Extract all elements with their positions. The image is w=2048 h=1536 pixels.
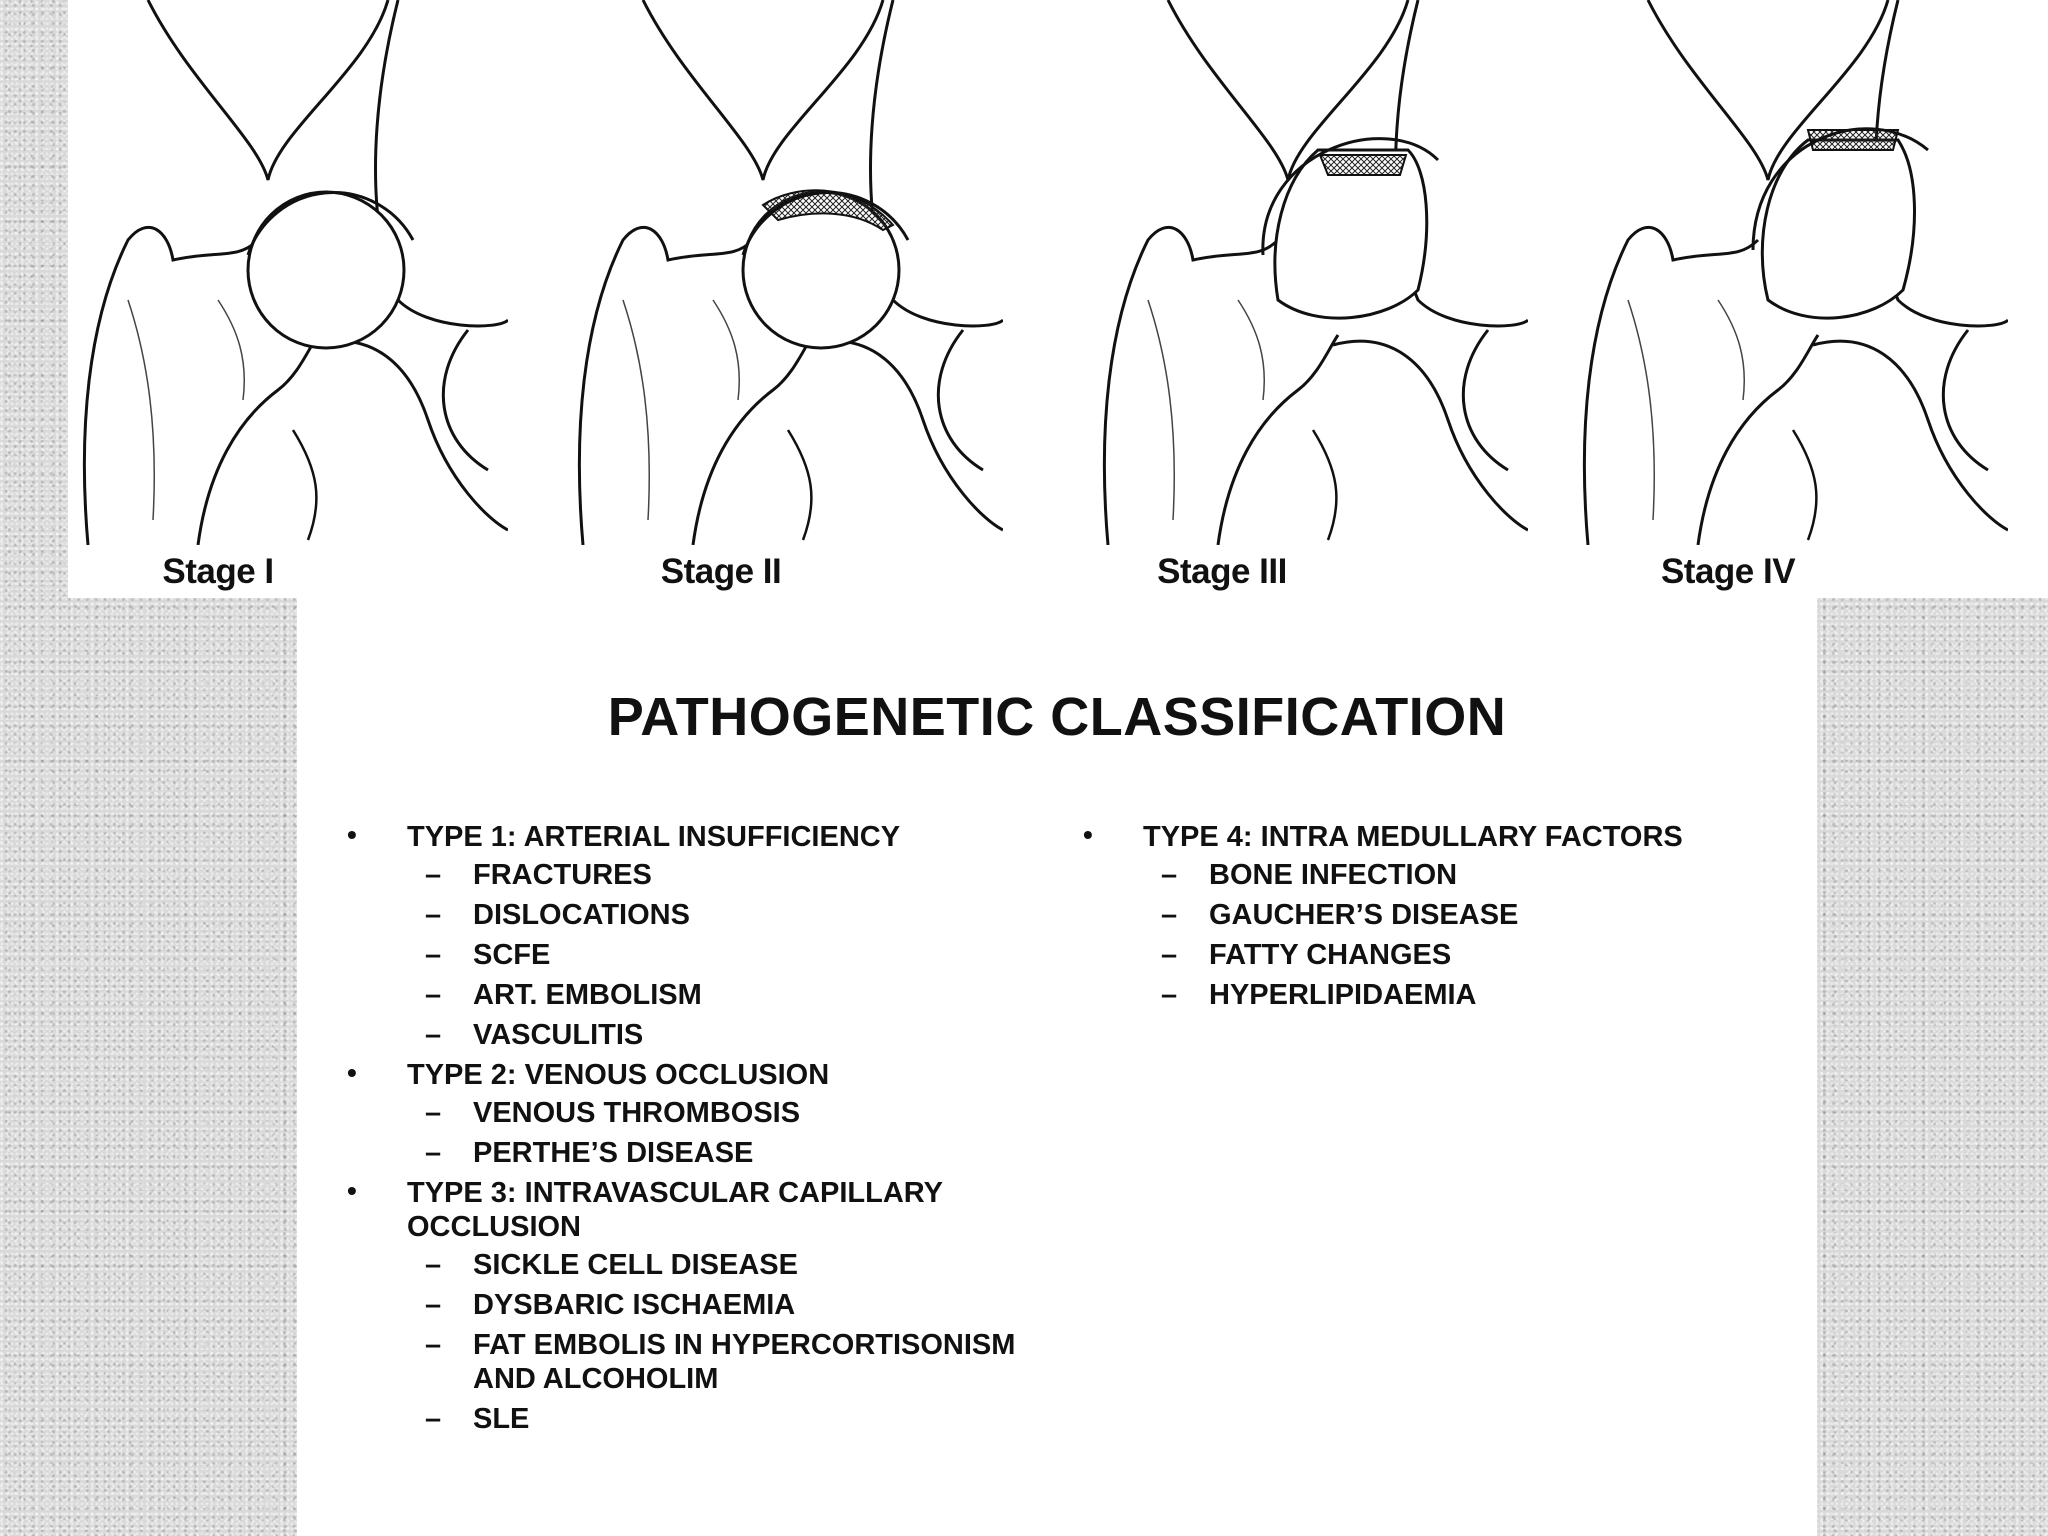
type-3-list bbox=[347, 1248, 1047, 1436]
type-3-label: TYPE 3: INTRAVASCULAR CAPILLARY OCCLUSION bbox=[407, 1177, 943, 1243]
dash-icon: – bbox=[1161, 979, 1178, 1011]
list-item: – HYPERLIPIDAEMIA bbox=[1161, 979, 1477, 1011]
dash-icon: – bbox=[1161, 939, 1178, 971]
list-item: – VENOUS THROMBOSIS bbox=[425, 1097, 801, 1129]
type-4-label: TYPE 4: INTRA MEDULLARY FACTORS bbox=[1143, 821, 1683, 853]
stage-2-drawing bbox=[563, 0, 1003, 545]
type-2-heading bbox=[347, 1058, 1047, 1092]
list-item: – DISLOCATIONS bbox=[425, 899, 690, 931]
list-item: – BONE INFECTION bbox=[1161, 859, 1458, 891]
dash-icon: – bbox=[1161, 859, 1178, 891]
dash-icon: – bbox=[425, 1249, 442, 1281]
right-column bbox=[1083, 820, 1723, 1018]
list-item: – FRACTURES bbox=[425, 859, 652, 891]
type-1-list bbox=[347, 858, 1047, 1052]
hip-joint-stage-2-icon bbox=[563, 0, 1003, 545]
bullet-icon: • bbox=[1083, 819, 1093, 850]
dash-icon: – bbox=[425, 1403, 442, 1435]
type-3-heading bbox=[347, 1176, 1047, 1244]
list-item: – SLE bbox=[425, 1403, 530, 1435]
stage-illustration bbox=[68, 0, 2048, 598]
type-4-list bbox=[1083, 858, 1723, 1012]
dash-icon: – bbox=[425, 939, 442, 971]
dash-icon: – bbox=[425, 1289, 442, 1321]
stage-label-1: Stage I bbox=[162, 552, 274, 591]
list-item: – GAUCHER’S DISEASE bbox=[1161, 899, 1519, 931]
dash-icon: – bbox=[425, 1329, 442, 1361]
type-2-list bbox=[347, 1096, 1047, 1170]
type-2-label: TYPE 2: VENOUS OCCLUSION bbox=[407, 1059, 830, 1091]
bullet-icon: • bbox=[347, 1057, 357, 1088]
hip-joint-stage-1-icon bbox=[68, 0, 508, 545]
dash-icon: – bbox=[1161, 899, 1178, 931]
list-item: – PERTHE’S DISEASE bbox=[425, 1137, 754, 1169]
list-item: – DYSBARIC ISCHAEMIA bbox=[425, 1289, 796, 1321]
bullet-icon: • bbox=[347, 1175, 357, 1206]
dash-icon: – bbox=[425, 899, 442, 931]
stage-4-drawing bbox=[1568, 0, 2008, 545]
list-item: – SICKLE CELL DISEASE bbox=[425, 1249, 798, 1281]
dash-icon: – bbox=[425, 1137, 442, 1169]
left-column bbox=[347, 820, 1047, 1442]
dash-icon: – bbox=[425, 1097, 442, 1129]
classification-slide bbox=[297, 598, 1817, 1536]
stage-label-3: Stage III bbox=[1157, 552, 1287, 591]
dash-icon: – bbox=[425, 1019, 442, 1051]
list-item: – VASCULITIS bbox=[425, 1019, 644, 1051]
stage-label-2: Stage II bbox=[660, 552, 782, 591]
stage-3-drawing bbox=[1088, 0, 1528, 545]
list-item: – ART. EMBOLISM bbox=[425, 979, 702, 1011]
hip-joint-stage-3-icon bbox=[1088, 0, 1528, 545]
type-1-heading bbox=[347, 820, 1047, 854]
slide-title: PATHOGENETIC CLASSIFICATION bbox=[607, 687, 1507, 747]
dash-icon: – bbox=[425, 979, 442, 1011]
type-1-label: TYPE 1: ARTERIAL INSUFFICIENCY bbox=[407, 821, 901, 853]
type-4-heading bbox=[1083, 820, 1723, 854]
stage-label-4: Stage IV bbox=[1660, 552, 1796, 591]
hip-joint-stage-4-icon bbox=[1568, 0, 2008, 545]
list-item: – FAT EMBOLIS IN HYPERCORTISONISM AND ALCOHOLIM bbox=[425, 1329, 1016, 1395]
bullet-icon: • bbox=[347, 819, 357, 850]
list-item: – FATTY CHANGES bbox=[1161, 939, 1452, 971]
dash-icon: – bbox=[425, 859, 442, 891]
stage-1-drawing bbox=[68, 0, 508, 545]
list-item: – SCFE bbox=[425, 939, 551, 971]
